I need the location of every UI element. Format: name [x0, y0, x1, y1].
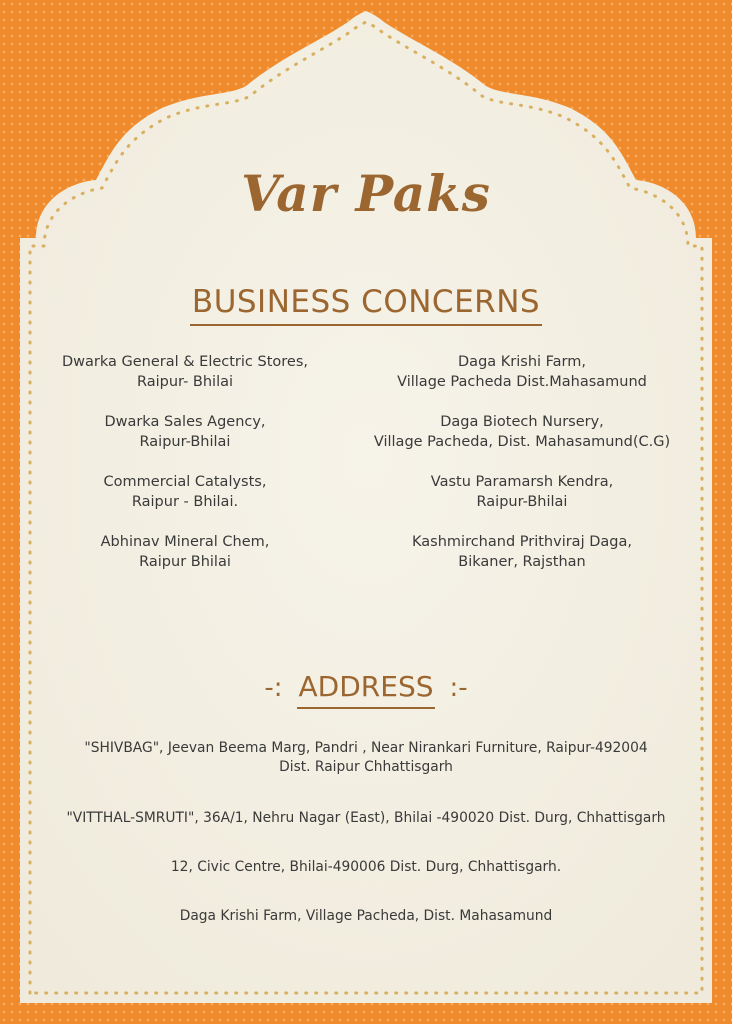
address-line-text: Daga Krishi Farm, Village Pacheda, Dist. Mahasamund	[179, 908, 553, 924]
concern-name: Commercial Catalysts,	[103, 474, 267, 490]
address-deco-left: -:	[264, 673, 283, 703]
business-concerns-heading	[0, 284, 732, 326]
brand-title: Var Paks	[241, 164, 491, 223]
concern-item	[15, 472, 355, 512]
concern-location: Raipur- Bhilai	[136, 374, 234, 390]
concern-name: Abhinav Mineral Chem,	[100, 534, 270, 550]
concern-name: Dwarka Sales Agency,	[104, 414, 266, 430]
concern-location: Village Pacheda Dist.Mahasamund	[397, 374, 647, 390]
concern-name: Vastu Paramarsh Kendra,	[430, 474, 614, 490]
address-line-text: "VITTHAL-SMRUTI", 36A/1, Nehru Nagar (East), Bhilai -490020 Dist. Durg, Chhattisgarh	[66, 810, 666, 826]
address-heading-text: ADDRESS	[297, 670, 436, 709]
concern-location: Raipur - Bhilai.	[131, 494, 239, 510]
concern-item	[352, 412, 692, 452]
concern-item	[15, 412, 355, 452]
concern-location: Village Pacheda, Dist. Mahasamund(C.G)	[373, 434, 671, 450]
address-line	[30, 858, 702, 877]
concerns-left-column	[15, 352, 355, 592]
address-heading	[0, 670, 732, 709]
concern-name: Kashmirchand Prithviraj Daga,	[412, 534, 632, 550]
concern-name: Daga Biotech Nursery,	[440, 414, 604, 430]
address-line	[30, 809, 702, 828]
concern-name: Daga Krishi Farm,	[458, 354, 586, 370]
concern-item	[15, 352, 355, 392]
concerns-right-column	[352, 352, 692, 592]
business-concerns-heading-text: BUSINESS CONCERNS	[190, 284, 542, 326]
concern-location: Raipur-Bhilai	[139, 434, 231, 450]
concern-location: Bikaner, Rajsthan	[458, 554, 586, 570]
concern-location: Raipur-Bhilai	[476, 494, 568, 510]
concern-item	[352, 532, 692, 572]
concern-location: Raipur Bhilai	[139, 554, 231, 570]
concern-name: Dwarka General & Electric Stores,	[61, 354, 308, 370]
address-line-text: 12, Civic Centre, Bhilai-490006 Dist. Durg, Chhattisgarh.	[170, 859, 562, 875]
concern-item	[352, 352, 692, 392]
address-line	[30, 907, 702, 926]
address-line-text: Dist. Raipur Chhattisgarh	[279, 759, 453, 775]
concern-item	[352, 472, 692, 512]
address-line	[30, 739, 702, 777]
concern-item	[15, 532, 355, 572]
address-deco-right: :-	[449, 673, 468, 703]
address-line-text: "SHIVBAG", Jeevan Beema Marg, Pandri , Near Nirankari Furniture, Raipur-492004	[84, 740, 648, 756]
